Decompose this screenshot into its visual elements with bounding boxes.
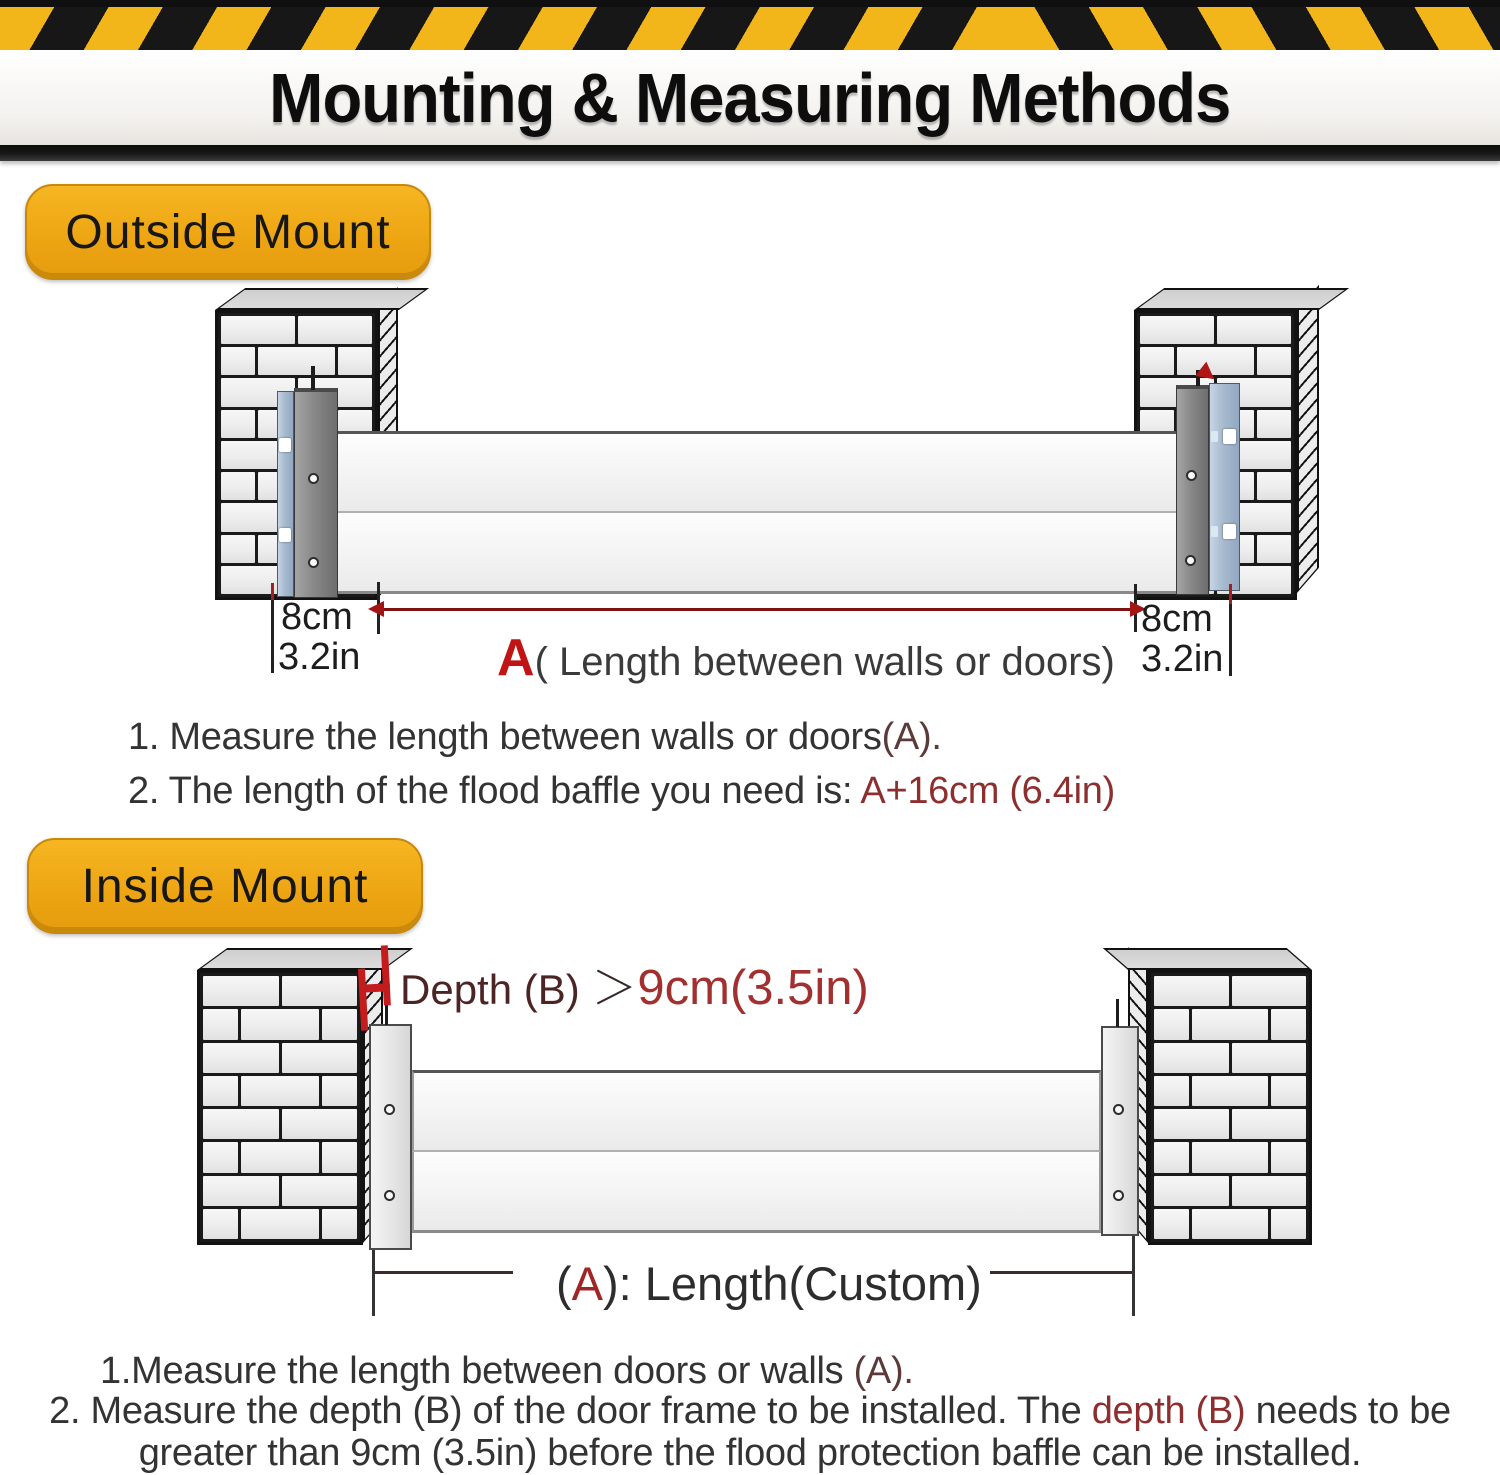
inside-step-2-text: 2. Measure the depth (B) of the door frame to be installed. The xyxy=(49,1390,1092,1432)
inside-step-2-text-end: needs to be greater than 9cm (3.5in) before the flood protection baffle can be installed. xyxy=(138,1390,1451,1474)
brick-row xyxy=(203,1176,357,1206)
brick-row xyxy=(1154,1043,1306,1073)
span-length-label xyxy=(497,628,1115,688)
brick xyxy=(1154,1142,1189,1172)
header-divider xyxy=(0,145,1500,161)
screw-hole-icon xyxy=(1113,1190,1124,1201)
inside-span-label xyxy=(556,1256,982,1311)
brick xyxy=(1271,1142,1306,1172)
brick xyxy=(1232,1043,1307,1073)
inside-step-1 xyxy=(100,1350,914,1393)
seal-highlight-icon xyxy=(1211,431,1218,442)
brick xyxy=(1192,1076,1269,1106)
screw-hole-icon xyxy=(1113,1104,1124,1115)
brick xyxy=(241,1142,319,1172)
brick-row xyxy=(1140,316,1291,344)
inside-right-pillar-top-face xyxy=(1103,948,1312,970)
outside-step-2-text: 2. The length of the flood baffle you need is: xyxy=(128,770,861,812)
brick xyxy=(1232,1176,1307,1206)
brick xyxy=(1257,347,1291,375)
screw-hole-icon xyxy=(308,557,319,568)
depth-bracket-icon xyxy=(355,945,395,1033)
span-open-paren: ( xyxy=(556,1257,572,1310)
inside-right-mounting-channel xyxy=(1101,1026,1139,1236)
outside-step-2-accent: A+16cm (6.4in) xyxy=(860,770,1115,812)
dimension-tick-red xyxy=(271,583,274,600)
brick-row xyxy=(203,976,357,1006)
brick xyxy=(1192,1142,1269,1172)
brick xyxy=(241,1209,319,1239)
left-pillar-top-face xyxy=(215,288,429,310)
brick xyxy=(203,1142,238,1172)
inside-left-brick-pillar xyxy=(197,970,363,1245)
brick-row xyxy=(221,347,372,375)
brick-row xyxy=(203,1142,357,1172)
inside-mount-badge-label: Inside Mount xyxy=(81,859,369,913)
brick xyxy=(1217,316,1291,344)
brick xyxy=(221,535,255,563)
caution-tape-cross-icon xyxy=(1005,7,1500,50)
brick xyxy=(338,347,372,375)
left-seal-strip xyxy=(277,391,294,597)
brick xyxy=(1140,316,1214,344)
brick xyxy=(322,1009,357,1039)
brick xyxy=(203,1209,238,1239)
depth-label: Depth (B) xyxy=(400,966,592,1013)
brick xyxy=(322,1076,357,1106)
brick xyxy=(282,1176,358,1206)
outside-step-1-text: 1. Measure the length between walls or doors xyxy=(128,716,882,758)
brick-row xyxy=(203,1209,357,1239)
inside-flood-barrier-panel-top xyxy=(412,1070,1101,1152)
brick xyxy=(221,410,255,438)
flood-barrier-panel-top xyxy=(330,431,1178,513)
brick xyxy=(1154,1209,1189,1239)
inside-step-2 xyxy=(48,1390,1452,1474)
inside-step-2-accent: depth (B) xyxy=(1091,1390,1246,1432)
brick xyxy=(1154,1043,1229,1073)
inside-flood-barrier-panel-bottom xyxy=(412,1152,1101,1233)
brick-row xyxy=(203,1076,357,1106)
inside-right-brick-pillar xyxy=(1148,970,1312,1245)
brick xyxy=(1154,976,1229,1006)
screw-hole-icon xyxy=(1186,470,1197,481)
brick xyxy=(1232,976,1307,1006)
left-anchor-bolt-icon xyxy=(311,366,315,390)
right-offset-cm: 8cm xyxy=(1141,598,1213,640)
brick xyxy=(322,1142,357,1172)
outside-step-1 xyxy=(128,716,942,759)
brick xyxy=(1192,1209,1269,1239)
screw-hole-icon xyxy=(308,473,319,484)
brick-row xyxy=(203,1043,357,1073)
dimension-arrow xyxy=(383,608,1131,611)
brick xyxy=(203,1009,238,1039)
span-a-letter: A xyxy=(497,629,535,687)
brick xyxy=(1154,1009,1189,1039)
inside-step-1-accent: (A). xyxy=(853,1350,914,1392)
outside-step-2 xyxy=(128,770,1115,813)
brick-row xyxy=(203,1009,357,1039)
right-offset-in: 3.2in xyxy=(1141,638,1224,680)
brick-row xyxy=(1154,1109,1306,1139)
dimension-line xyxy=(990,1271,1133,1274)
inside-step-1-text: 1.Measure the length between doors or walls xyxy=(100,1350,854,1392)
greater-than-sign: ＞ xyxy=(591,962,638,1014)
left-seal-tab-icon xyxy=(279,438,291,452)
outside-mount-badge xyxy=(25,184,431,280)
outside-step-1-accent: (A). xyxy=(881,716,942,758)
brick-row xyxy=(1154,1076,1306,1106)
brick xyxy=(1271,1209,1306,1239)
right-seal-tab-icon xyxy=(1223,429,1236,444)
brick xyxy=(203,1176,279,1206)
depth-value: 9cm(3.5in) xyxy=(637,961,869,1015)
brick xyxy=(1154,1076,1189,1106)
brick xyxy=(1257,410,1291,438)
brick xyxy=(282,976,358,1006)
brick xyxy=(203,976,279,1006)
brick xyxy=(298,316,372,344)
brick xyxy=(1271,1076,1306,1106)
brick-row xyxy=(1154,1176,1306,1206)
dimension-tick xyxy=(1132,1236,1135,1316)
brick xyxy=(1257,535,1291,563)
right-seal-strip xyxy=(1209,383,1240,591)
right-pillar-side-face xyxy=(1297,285,1319,593)
brick-row xyxy=(1154,976,1306,1006)
right-seal-tab-icon xyxy=(1223,524,1236,539)
brick xyxy=(241,1009,319,1039)
brick xyxy=(1192,1009,1269,1039)
outside-mount-badge-label: Outside Mount xyxy=(65,205,391,259)
anchor-bolt-icon xyxy=(1116,999,1119,1027)
dimension-tick xyxy=(372,1250,375,1316)
screw-hole-icon xyxy=(1185,555,1196,566)
brick xyxy=(1232,1109,1307,1139)
brick xyxy=(1154,1176,1229,1206)
brick xyxy=(322,1209,357,1239)
screw-hole-icon xyxy=(384,1104,395,1115)
seal-highlight-icon xyxy=(1211,526,1218,537)
brick-row xyxy=(1154,1009,1306,1039)
inside-left-mounting-channel xyxy=(369,1024,412,1250)
depth-annotation xyxy=(400,952,869,1018)
brick xyxy=(203,1076,238,1106)
page-title: Mounting & Measuring Methods xyxy=(269,58,1231,137)
brick xyxy=(282,1043,358,1073)
brick xyxy=(221,472,255,500)
brick xyxy=(241,1076,319,1106)
brick xyxy=(1271,1009,1306,1039)
brick xyxy=(1257,472,1291,500)
brick xyxy=(1154,1109,1229,1139)
brick-row xyxy=(1154,1209,1306,1239)
brick-row xyxy=(1154,1142,1306,1172)
span-a-letter: A xyxy=(571,1257,604,1310)
left-offset-in: 3.2in xyxy=(278,636,361,678)
left-offset-cm: 8cm xyxy=(281,596,353,638)
brick-row xyxy=(221,316,372,344)
left-seal-tab-icon xyxy=(279,528,291,542)
span-rest-text: ): Length(Custom) xyxy=(603,1257,982,1310)
brick-row xyxy=(203,1109,357,1139)
brick xyxy=(1140,347,1174,375)
brick xyxy=(221,347,255,375)
brick xyxy=(282,1109,358,1139)
brick xyxy=(203,1109,279,1139)
brick xyxy=(203,1043,279,1073)
dimension-line xyxy=(373,1271,513,1274)
brick xyxy=(258,347,334,375)
inside-mount-badge xyxy=(27,838,423,934)
title-band xyxy=(0,50,1500,145)
screw-hole-icon xyxy=(384,1190,395,1201)
span-label-text: ( Length between walls or doors) xyxy=(534,640,1115,684)
right-pillar-top-face xyxy=(1134,288,1349,310)
dimension-tick-red xyxy=(1229,584,1232,604)
flood-barrier-panel-bottom xyxy=(330,513,1178,594)
brick xyxy=(221,316,295,344)
